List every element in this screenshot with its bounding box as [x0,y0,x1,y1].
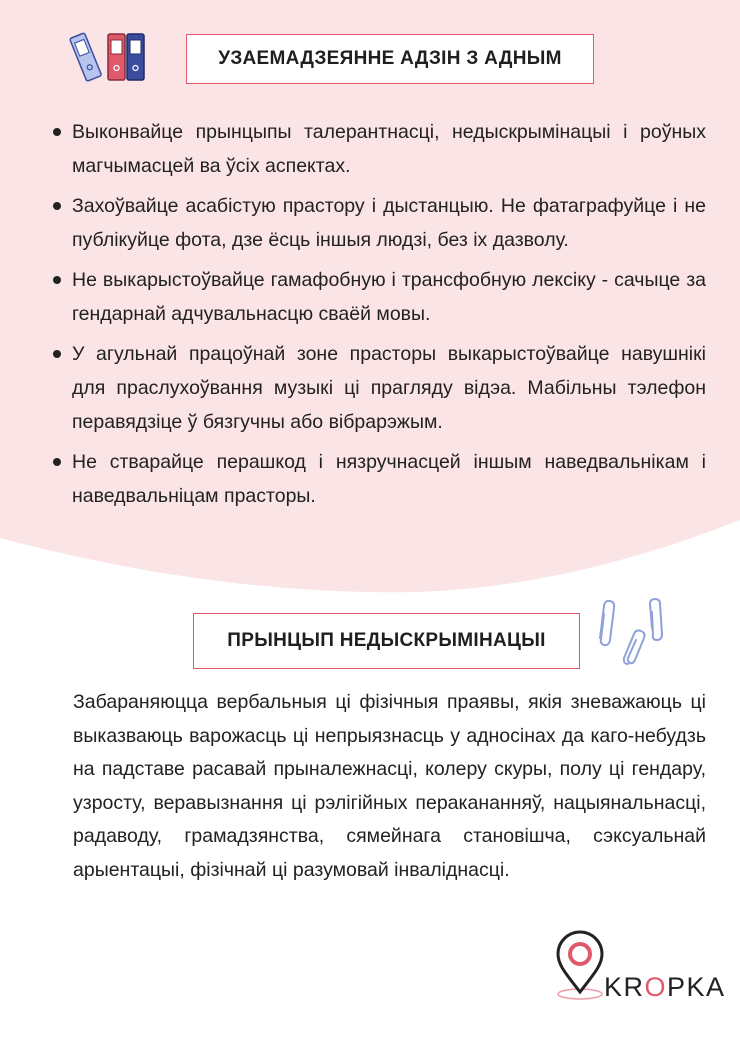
binders-icon [68,28,154,84]
section-heading-interaction: УЗАЕМАДЗЕЯННЕ АДЗІН З АДНЫМ [186,34,594,84]
list-item: Не стварайце перашкод і нязручнасцей іншым наведвальнікам і наведвальніцам прасторы. [48,445,706,513]
logo-text-end: PKA [667,972,726,1002]
logo-text-start: KR [604,972,645,1002]
section-heading-nondiscrimination: ПРЫНЦЫП НЕДЫСКРЫМІНАЦЫІ [193,613,580,669]
list-item: Захоўвайце асабістую прастору і дыстанцыю. Не фатаграфуйце і не публікуйце фота, дзе ёсць іншыя людзі, без іх дазволу. [48,189,706,257]
nondiscrimination-paragraph: Забараняюцца вербальныя ці фізічныя праявы, якія зневажаюць ці выказваюць варожасць ці непрыязнасць у адносінах да каго-небудзь на падставе расавай прыналежнасці, колеру скуры, полу ці гендару, узросту, веравызнання ці рэлігійных перакананняў, нацыянальнасці, радаводу, грамадзянства, сямейнага становішча, сэксуальнай арыентацыі, фізічнай ці разумовай інваліднасці. [73,691,706,881]
location-pin-icon [550,930,610,1002]
logo-wordmark [604,972,726,1003]
list-item: Не выкарыстоўвайце гамафобную і трансфобную лексіку - сачыце за гендарнай адчувальнасцю сваёй мовы. [48,263,706,331]
logo-text-accent: O [644,972,668,1002]
list-item: Выконвайце прынцыпы талерантнасці, недыскрымінацыі і роўных магчымасцей ва ўсіх аспектах. [48,115,706,183]
rules-list [48,115,706,519]
list-item: У агульнай працоўнай зоне прасторы выкарыстоўвайце навушнікі для праслухоўвання музыкі ці прагляду відэа. Мабільны тэлефон перавядзіце ў бязгучны або вібрарэжым. [48,337,706,439]
paperclips-icon [590,598,680,670]
